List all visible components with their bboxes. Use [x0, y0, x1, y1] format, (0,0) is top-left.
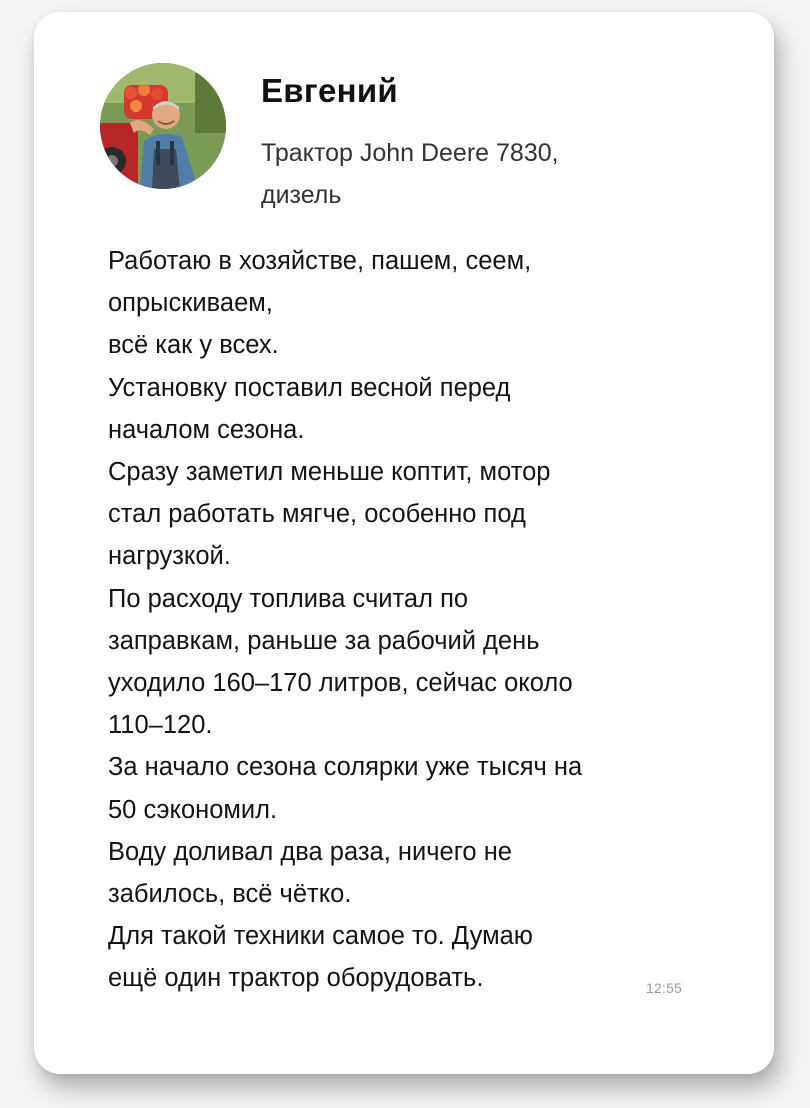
message-paragraph: По расходу топлива считал по заправкам, раньше за рабочий день уходило 160–170 литров, сейчас около 110–120.: [108, 584, 573, 740]
message-paragraph: Для такой техники самое то. Думаю ещё один трактор оборудовать.: [108, 922, 533, 993]
avatar[interactable]: [100, 63, 226, 189]
contact-subtitle-text: Трактор John Deere 7830, дизель: [261, 139, 559, 209]
person-with-apples-avatar-icon: [100, 63, 226, 189]
message-paragraph: За начало сезона солярки уже тысяч на 50 сэкономил.: [108, 753, 583, 824]
message-body: [108, 240, 718, 1000]
contact-name: Евгений: [261, 72, 399, 109]
message-timestamp: 12:55: [646, 980, 683, 996]
message-card: [34, 12, 774, 1074]
contact-subtitle: [261, 132, 701, 216]
message-paragraph: Работаю в хозяйстве, пашем, сеем, опрыскиваем, всё как у всех.: [108, 247, 532, 360]
message-paragraph: Сразу заметил меньше коптит, мотор стал работать мягче, особенно под нагрузкой.: [108, 458, 551, 571]
message-paragraph: Установку поставил весной перед началом сезона.: [108, 373, 511, 444]
message-paragraph: Воду доливал два раза, ничего не забилось, всё чётко.: [108, 837, 512, 909]
